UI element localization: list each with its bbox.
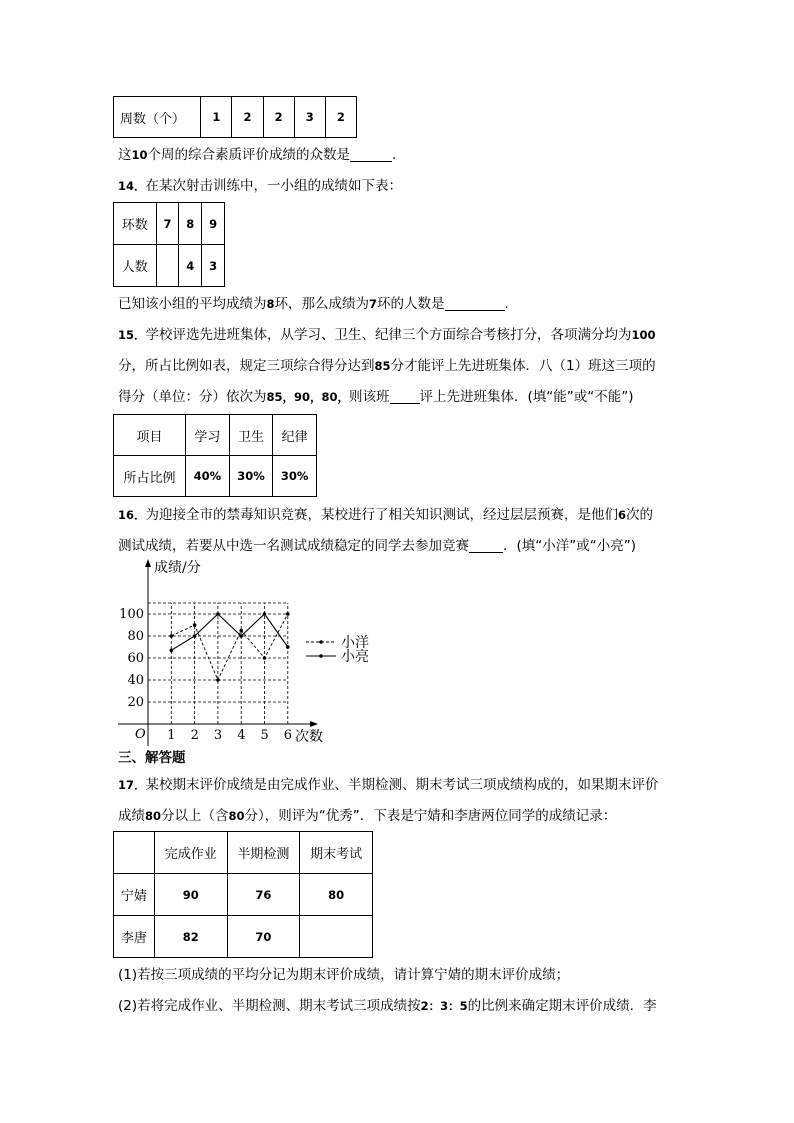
- y-tick-label: 80: [127, 629, 144, 644]
- q17-cell: [300, 916, 373, 958]
- q14-answer-blank[interactable]: [445, 296, 505, 311]
- q16-line1: 16．为迎接全市的禁毒知识竞赛，某校进行了相关知识测试，经过层层预赛，是他们6次的: [118, 507, 654, 523]
- data-point-小亮: [286, 645, 290, 649]
- q14-cell: 4: [179, 245, 202, 287]
- q14-header-label: 环数: [114, 203, 157, 245]
- q13-cell: 2: [232, 97, 263, 138]
- series-line-小洋: [171, 614, 287, 680]
- q14-header-cell: 8: [179, 203, 202, 245]
- q15-cell: 40%: [186, 456, 230, 497]
- q17-table: [113, 831, 373, 958]
- q15-number: 15．: [118, 328, 146, 342]
- chart-ticks: [119, 607, 292, 743]
- x-tick-label: 5: [260, 728, 269, 743]
- chart-grid: [148, 603, 288, 724]
- q17-cell: 82: [154, 916, 227, 958]
- y-tick-label: 20: [127, 695, 144, 710]
- q14-header-cell: 7: [156, 203, 179, 245]
- data-point-小洋: [263, 656, 267, 660]
- q15-cell: 30%: [273, 456, 317, 497]
- q17-row-label: 宁婧: [114, 874, 155, 916]
- q17-row-label: 李唐: [114, 916, 155, 958]
- section-title: 三、解答题: [118, 750, 186, 766]
- q15-table: [113, 414, 317, 497]
- q15-cell: 30%: [229, 456, 273, 497]
- y-axis-arrow: [145, 559, 151, 567]
- q15-header-cell: 卫生: [229, 415, 273, 456]
- q17-line2: 成绩80分以上（含80分），则评为“优秀”．下表是宁婧和李唐两位同学的成绩记录：: [118, 808, 617, 824]
- legend-marker-小亮: [319, 654, 323, 658]
- q15-header-cell: 学习: [186, 415, 230, 456]
- q15-line2: 分，所占比例如表，规定三项综合得分达到85分才能评上先进班集体．八（1）班这三项的: [118, 358, 656, 374]
- q13-answer-blank[interactable]: [350, 147, 392, 162]
- q13-cell: 3: [294, 97, 325, 138]
- q17-cell: 70: [227, 916, 300, 958]
- data-point-小亮: [239, 634, 243, 638]
- q14-row-label: 人数: [114, 245, 157, 287]
- q17-cell: 80: [300, 874, 373, 916]
- q13-table: [113, 96, 357, 138]
- q17-header-cell: 完成作业: [154, 832, 227, 874]
- data-point-小洋: [170, 634, 174, 638]
- x-tick-label: 4: [237, 728, 246, 743]
- q14-cell: 3: [202, 245, 225, 287]
- y-tick-label: 100: [119, 607, 144, 622]
- q15-answer-blank[interactable]: [390, 389, 420, 404]
- q13-question: 这10个周的综合素质评价成绩的众数是 ．: [118, 147, 406, 163]
- q15-header-cell: 纪律: [273, 415, 317, 456]
- q17-line1: 17．某校期末评价成绩是由完成作业、半期检测、期末考试三项成绩构成的，如果期末评价: [118, 777, 659, 793]
- q13-cell: 1: [201, 97, 232, 138]
- x-axis-title: 次数: [295, 729, 323, 745]
- q13-cell: 2: [325, 97, 356, 138]
- q17-number: 17．: [118, 778, 146, 792]
- q17-header-cell: 期末考试: [300, 832, 373, 874]
- q14-cell: [156, 245, 179, 287]
- q15-row-label: 所占比例: [114, 456, 186, 497]
- data-point-小亮: [263, 612, 267, 616]
- x-tick-label: 2: [190, 728, 199, 743]
- q14-header-cell: 9: [202, 203, 225, 245]
- legend-marker-小洋: [319, 640, 323, 644]
- x-tick-label: 3: [213, 728, 223, 743]
- score-line-chart: [100, 556, 400, 748]
- chart-series: [170, 612, 290, 682]
- q13-row-label: 周数（个）: [114, 97, 201, 138]
- q17-sub1: (1)若按三项成绩的平均分记为期末评价成绩，请计算宁婧的期末评价成绩；: [118, 967, 570, 983]
- data-point-小亮: [170, 649, 174, 653]
- q16-line2: 测试成绩，若要从中选一名测试成绩稳定的同学去参加竞赛 ．(填“小洋”或“小亮”): [118, 538, 637, 554]
- chart-axes: [118, 559, 323, 746]
- origin-label: O: [135, 727, 146, 742]
- series-line-小亮: [171, 614, 287, 650]
- data-point-小亮: [193, 634, 197, 638]
- x-axis-arrow: [310, 721, 318, 727]
- q16-number: 16．: [118, 508, 146, 522]
- y-tick-label: 40: [127, 673, 144, 688]
- data-point-小洋: [193, 623, 197, 627]
- legend-label: 小洋: [341, 635, 369, 651]
- x-tick-label: 6: [283, 728, 293, 743]
- data-point-小洋: [216, 678, 220, 682]
- data-point-小洋: [286, 612, 290, 616]
- y-tick-label: 60: [127, 651, 144, 666]
- legend-label: 小亮: [341, 649, 369, 665]
- y-axis-title: 成绩/分: [154, 560, 201, 576]
- q15-header-label: 项目: [114, 415, 186, 456]
- q16-answer-blank[interactable]: [469, 538, 503, 553]
- q14-question: 14．在某次射击训练中，一小组的成绩如下表：: [118, 178, 403, 194]
- q17-cell: 90: [154, 874, 227, 916]
- q14-answer-line: 已知该小组的平均成绩为8环，那么成绩为7环的人数是 ．: [118, 296, 519, 312]
- chart-legend: [306, 635, 369, 665]
- data-point-小亮: [216, 612, 220, 616]
- data-point-小洋: [239, 629, 243, 633]
- q17-cell: 76: [227, 874, 300, 916]
- q17-header-cell: 半期检测: [227, 832, 300, 874]
- x-tick-label: 1: [167, 728, 176, 743]
- q14-table: [113, 202, 225, 287]
- q15-line1: 15．学校评选先进班集体，从学习、卫生、纪律三个方面综合考核打分，各项满分均为100: [118, 327, 656, 343]
- q15-line3: 得分（单位：分）依次为85，90，80，则该班 评上先进班集体．(填“能”或“不能”): [118, 389, 634, 405]
- q14-number: 14．: [118, 179, 146, 193]
- q17-sub2: (2)若将完成作业、半期检测、期末考试三项成绩按2：3：5的比例来确定期末评价成绩．李: [118, 998, 657, 1014]
- q13-cell: 2: [263, 97, 294, 138]
- q17-corner-cell: [114, 832, 155, 874]
